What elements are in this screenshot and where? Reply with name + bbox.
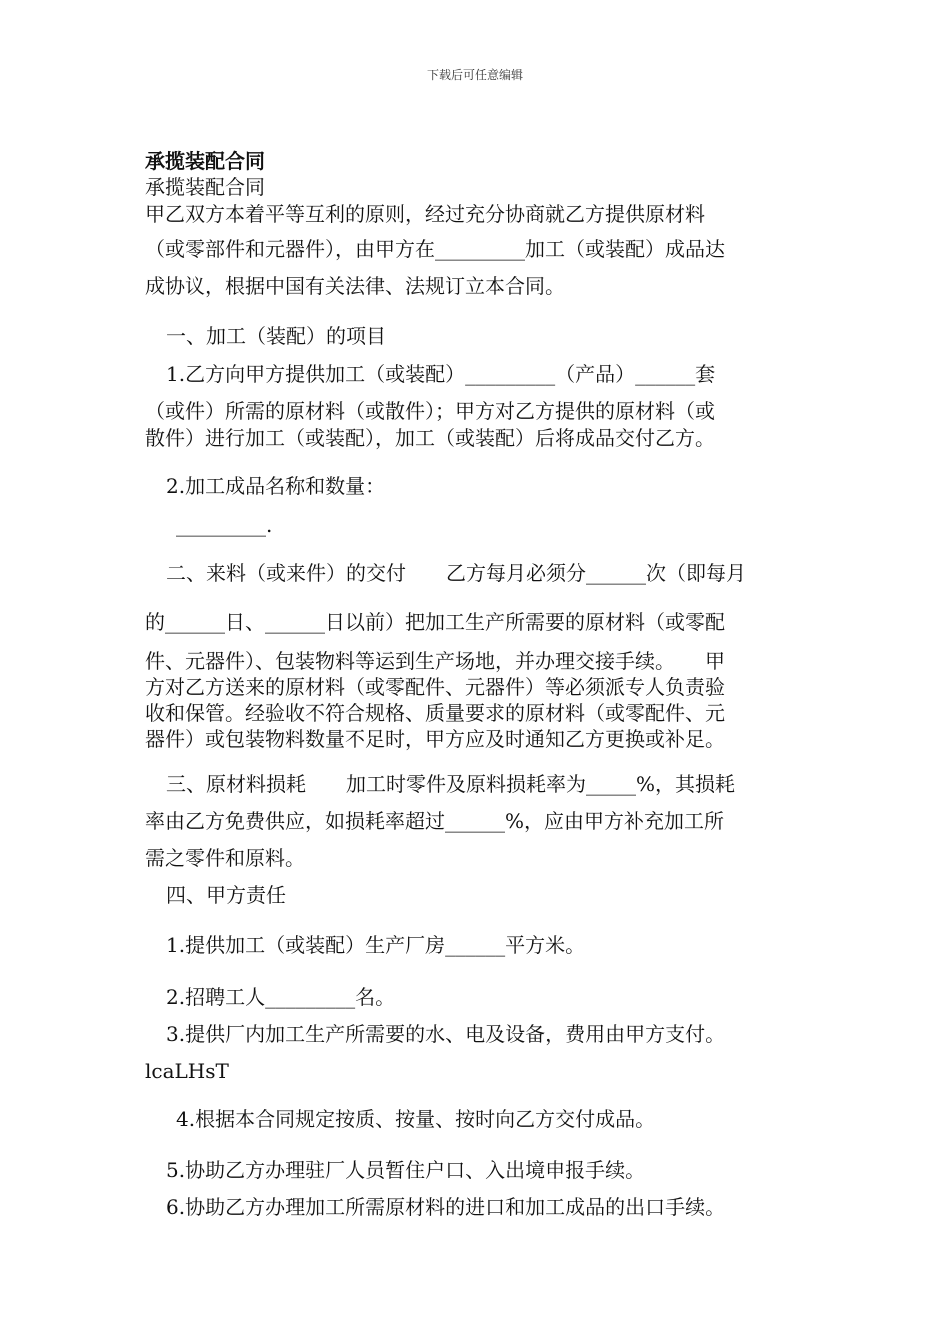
text-line: 2.加工成品名称和数量： bbox=[166, 474, 386, 498]
text-line: 5.协助乙方办理驻厂人员暂住户口、入出境申报手续。 bbox=[166, 1158, 646, 1182]
section-heading: 三、原材料损耗 加工时零件及原料损耗率为_____%，其损耗 bbox=[166, 772, 736, 796]
section-heading: 四、甲方责任 bbox=[166, 883, 286, 907]
text-line: 收和保管。经验收不符合规格、质量要求的原材料（或零配件、元 bbox=[145, 701, 725, 725]
contract-title: 承揽装配合同 bbox=[145, 149, 265, 173]
text-line: 率由乙方免费供应，如损耗率超过______%，应由甲方补充加工所 bbox=[145, 809, 725, 833]
text-line: 6.协助乙方办理加工所需原材料的进口和加工成品的出口手续。 bbox=[166, 1195, 726, 1219]
text-line: 需之零件和原料。 bbox=[145, 846, 305, 870]
text-line: 承揽装配合同 bbox=[145, 175, 265, 199]
text-line: 件、元器件）、包装物料等运到生产场地，并办理交接手续。 甲 bbox=[145, 649, 725, 673]
section-heading: 一、加工（装配）的项目 bbox=[166, 324, 386, 348]
page-header: 下载后可任意编辑 bbox=[426, 68, 523, 82]
text-line: 方对乙方送来的原材料（或零配件、元器件）等必须派专人负责验 bbox=[145, 675, 725, 699]
section-heading: 二、来料（或来件）的交付 乙方每月必须分______次（即每月 bbox=[166, 561, 746, 585]
text-line: 3.提供厂内加工生产所需要的水、电及设备，费用由甲方支付。 bbox=[166, 1022, 726, 1046]
text-line: 甲乙双方本着平等互利的原则，经过充分协商就乙方提供原材料 bbox=[145, 202, 705, 226]
text-line: 的______日、______日以前）把加工生产所需要的原材料（或零配 bbox=[145, 610, 725, 634]
text-line: 散件）进行加工（或装配），加工（或装配）后将成品交付乙方。 bbox=[145, 426, 715, 450]
text-line: _________. bbox=[176, 513, 273, 537]
text-line: （或件）所需的原材料（或散件）；甲方对乙方提供的原材料（或 bbox=[145, 399, 715, 423]
text-line: 4.根据本合同规定按质、按量、按时向乙方交付成品。 bbox=[176, 1107, 656, 1131]
text-line: 器件）或包装物料数量不足时，甲方应及时通知乙方更换或补足。 bbox=[145, 727, 725, 751]
text-line: 1.提供加工（或装配）生产厂房______平方米。 bbox=[166, 933, 586, 957]
text-line: 2.招聘工人_________名。 bbox=[166, 985, 396, 1009]
text-line: lcaLHsT bbox=[145, 1059, 229, 1083]
text-line: （或零部件和元器件），由甲方在_________加工（或装配）成品达 bbox=[145, 237, 725, 261]
text-line: 1.乙方向甲方提供加工（或装配）_________（产品）______套 bbox=[166, 362, 716, 386]
text-line: 成协议，根据中国有关法律、法规订立本合同。 bbox=[145, 274, 565, 298]
